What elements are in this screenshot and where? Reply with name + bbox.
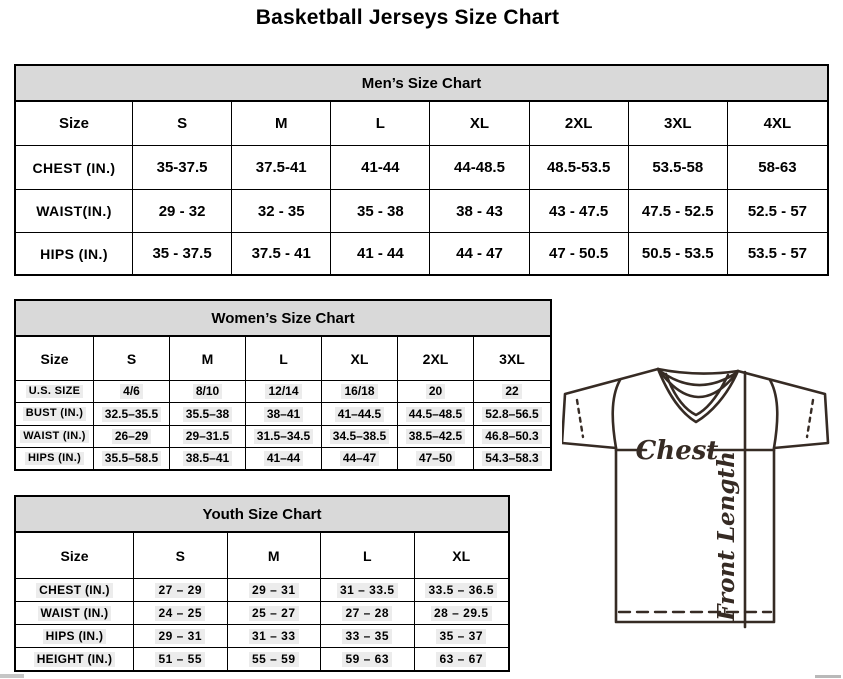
size-value: 35 - 38 (331, 190, 430, 233)
col-header: 2XL (398, 337, 474, 381)
jersey-measurement-diagram (562, 364, 830, 634)
row-label: BUST (IN.) (16, 403, 94, 426)
row-label: CHEST (IN.) (16, 579, 134, 602)
size-value: 41-44 (331, 146, 430, 190)
col-header: 3XL (474, 337, 550, 381)
size-value: 44–47 (322, 448, 398, 469)
size-value: 22 (474, 381, 550, 403)
front-length-label: Front Length (713, 451, 740, 621)
col-header: 4XL (728, 102, 827, 146)
size-value: 47.5 - 52.5 (629, 190, 728, 233)
size-value: 16/18 (322, 381, 398, 403)
row-label: HIPS (IN.) (16, 625, 134, 648)
size-value: 33 – 35 (321, 625, 415, 648)
mens-table-title: Men’s Size Chart (16, 66, 827, 102)
col-header: L (246, 337, 322, 381)
row-label: HIPS (IN.) (16, 448, 94, 469)
size-value: 35.5–38 (170, 403, 246, 426)
row-label: WAIST(IN.) (16, 190, 133, 233)
row-label: WAIST (IN.) (16, 602, 134, 625)
col-header: S (134, 533, 228, 579)
col-header: M (232, 102, 331, 146)
size-value: 53.5 - 57 (747, 245, 808, 262)
size-value: 29 – 31 (228, 579, 322, 602)
size-value: 55 – 59 (228, 648, 322, 670)
size-value: 35.5–58.5 (94, 448, 170, 469)
size-value: 38 - 43 (430, 190, 529, 233)
col-header: Size (16, 533, 134, 579)
size-value: 27 – 28 (321, 602, 415, 625)
row-label: CHEST (IN.) (16, 146, 133, 190)
page-title: Basketball Jerseys Size Chart (255, 6, 560, 29)
size-value: 29–31.5 (170, 426, 246, 448)
mens-size-chart-table (14, 64, 829, 276)
size-value: 53.5-58 (629, 146, 728, 190)
col-header: XL (415, 533, 509, 579)
size-value: 63 – 67 (415, 648, 509, 670)
size-value: 20 (398, 381, 474, 403)
size-value: 27 – 29 (134, 579, 228, 602)
collar-top-line (658, 369, 738, 374)
size-value: 29 – 31 (134, 625, 228, 648)
size-value: 24 – 25 (134, 602, 228, 625)
col-header: XL (322, 337, 398, 381)
left-sleeve-stitch (577, 400, 583, 437)
size-value: 44.5–48.5 (398, 403, 474, 426)
size-value: 59 – 63 (321, 648, 415, 670)
size-value: 38.5–42.5 (398, 426, 474, 448)
size-value: 12/14 (246, 381, 322, 403)
col-header: M (170, 337, 246, 381)
size-value: 54.3–58.3 (474, 448, 550, 469)
size-value: 32 - 35 (232, 190, 331, 233)
right-sleeve-seam (770, 380, 777, 448)
jersey-outline (562, 369, 828, 622)
row-label: WAIST (IN.) (16, 426, 94, 448)
size-value: 32.5–35.5 (94, 403, 170, 426)
size-value: 34.5–38.5 (322, 426, 398, 448)
scrollbar-fragment-left[interactable] (0, 674, 24, 678)
womens-size-chart-table (14, 299, 552, 471)
size-value: 43 - 47.5 (530, 190, 629, 233)
size-value: 41–44.5 (322, 403, 398, 426)
size-value: 37.5-41 (232, 146, 331, 190)
col-header: Size (16, 102, 133, 146)
col-header: M (228, 533, 322, 579)
size-value: 41–44 (246, 448, 322, 469)
size-value: 38.5–41 (170, 448, 246, 469)
row-label: U.S. SIZE (16, 381, 94, 403)
size-value: 35-37.5 (133, 146, 232, 190)
size-value: 8/10 (170, 381, 246, 403)
size-value: 50.5 - 53.5 (629, 233, 728, 274)
size-value: 58-63 (728, 146, 827, 190)
col-header: S (133, 102, 232, 146)
col-header: S (94, 337, 170, 381)
size-value: 25 – 27 (228, 602, 322, 625)
col-header: L (331, 102, 430, 146)
row-label: HIPS (IN.) (16, 233, 133, 274)
size-value: 35 – 37 (415, 625, 509, 648)
size-value: 47 - 50.5 (530, 233, 629, 274)
size-value: 52.8–56.5 (474, 403, 550, 426)
size-value: 28 – 29.5 (415, 602, 509, 625)
size-value: 38–41 (246, 403, 322, 426)
col-header: Size (16, 337, 94, 381)
col-header: 2XL (530, 102, 629, 146)
right-sleeve-stitch (807, 400, 813, 437)
size-value: 51 – 55 (134, 648, 228, 670)
womens-table-title: Women’s Size Chart (16, 301, 550, 337)
size-value: 35 - 37.5 (133, 233, 232, 274)
size-value: 41 - 44 (331, 233, 430, 274)
size-value: 46.8–50.3 (474, 426, 550, 448)
youth-table-title: Youth Size Chart (16, 497, 508, 533)
left-sleeve-seam (613, 380, 620, 448)
size-value: 52.5 - 57 (728, 190, 827, 233)
size-value: 31.5–34.5 (246, 426, 322, 448)
col-header: 3XL (629, 102, 728, 146)
size-value: 37.5 - 41 (232, 233, 331, 274)
size-value: 29 - 32 (133, 190, 232, 233)
scrollbar-fragment-right[interactable] (815, 675, 841, 678)
chest-label: Chest (635, 436, 719, 466)
row-label: HEIGHT (IN.) (16, 648, 134, 670)
size-value: 4/6 (94, 381, 170, 403)
size-value: 48.5-53.5 (530, 146, 629, 190)
size-value: 31 – 33 (228, 625, 322, 648)
size-value: 47–50 (398, 448, 474, 469)
size-value: 44 - 47 (430, 233, 529, 274)
col-header: L (321, 533, 415, 579)
size-value: 26–29 (94, 426, 170, 448)
col-header: XL (430, 102, 529, 146)
size-value: 33.5 – 36.5 (415, 579, 509, 602)
size-value: 31 – 33.5 (321, 579, 415, 602)
youth-size-chart-table (14, 495, 510, 672)
size-value: 44-48.5 (430, 146, 529, 190)
